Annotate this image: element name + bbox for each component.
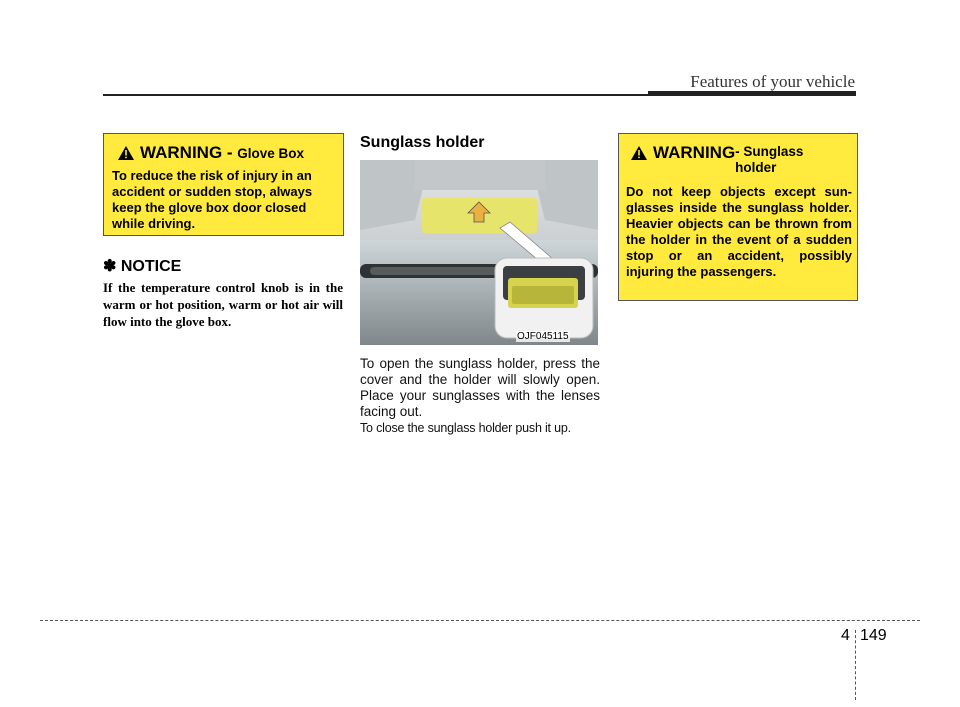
warning-sunglass-heading: [631, 144, 869, 176]
warning-label: WARNING -: [140, 143, 238, 162]
warning-glove-box-heading: [118, 144, 357, 164]
warning-label: WARNING: [653, 143, 736, 162]
notice-title: NOTICE: [120, 258, 182, 275]
header-rule-accent: [648, 91, 856, 96]
footer-divider: [855, 630, 856, 700]
warning-sunglass-holder: [618, 133, 858, 301]
warning-triangle-icon: [118, 146, 134, 164]
sunglass-close-instructions: To close the sunglass holder push it up.: [360, 421, 571, 435]
footer-rule: [40, 620, 920, 621]
notice-symbol-icon: ✽: [103, 258, 117, 275]
warning-topic: - Sunglass holder: [735, 144, 804, 175]
warning-triangle-icon: [631, 146, 647, 164]
warning-glove-box-text: To reduce the risk of injury in an accident or sudden stop, always keep the glove box door closed while driving.: [112, 168, 313, 231]
header-section-title: Features of your vehicle: [690, 72, 855, 91]
page-number: 149: [860, 627, 887, 644]
sunglass-holder-title: Sunglass holder: [360, 134, 485, 151]
warning-sunglass-text: Do not keep objects except sun-glasses inside the sunglass holder. Heavier objects can be thrown from the holder in the event of a sudden stop or an accident, possibly injuring the passengers.: [626, 184, 852, 279]
warning-glove-box: [103, 133, 344, 236]
warning-topic: Glove Box: [237, 146, 305, 161]
notice-heading: [103, 256, 181, 276]
sunglass-holder-illustration: [360, 160, 598, 345]
chapter-number: 4: [841, 627, 850, 644]
sunglass-open-instructions: To open the sunglass holder, press the cover and the holder will slowly open. Place your sunglasses with the lenses facing out.: [360, 356, 600, 419]
notice-text: If the temperature control knob is in the warm or hot position, warm or hot air will flow into the glove box.: [103, 280, 343, 329]
illustration-code: OJF045115: [517, 331, 569, 342]
